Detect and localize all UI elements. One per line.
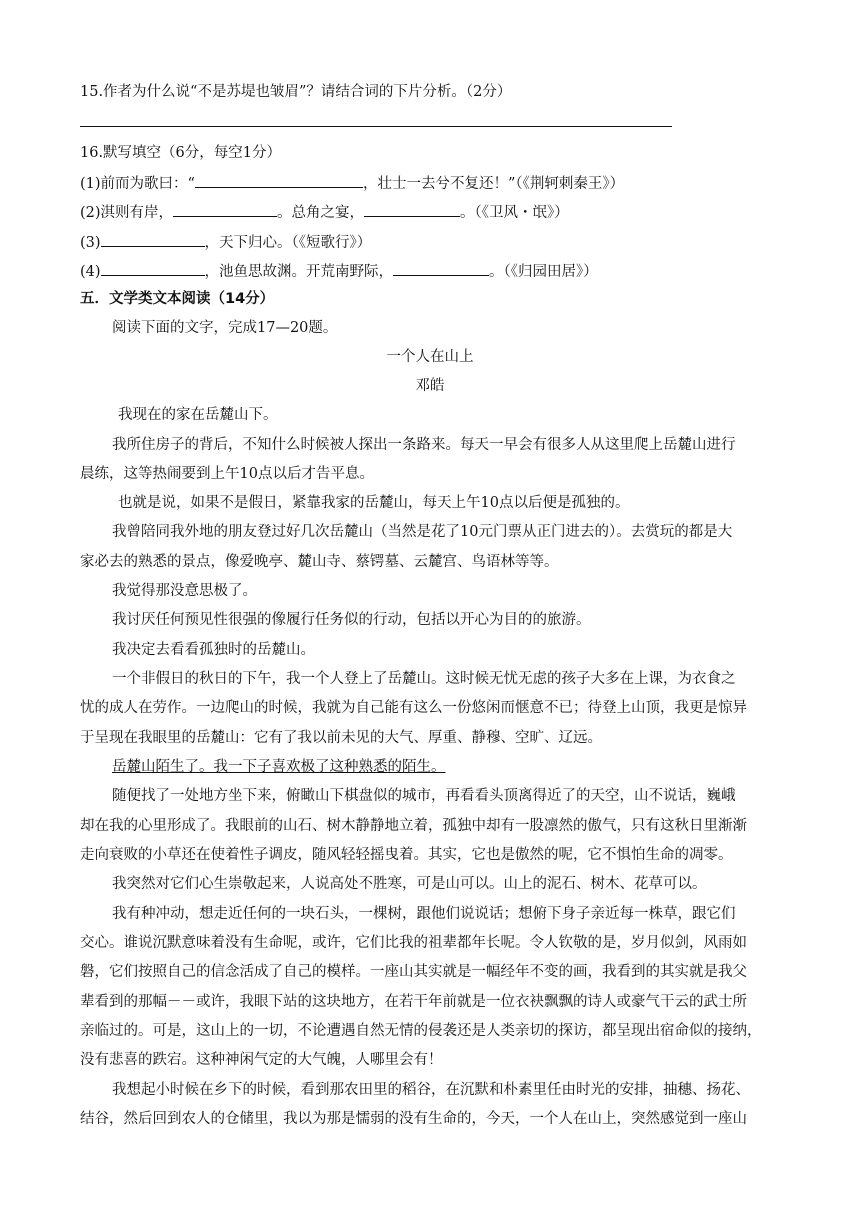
- paragraph-10-line-1: 随便找了一处地方坐下来，俯瞰山下棋盘似的城市，再看看头顶离得近了的天空，山不说话，巍峨: [112, 788, 736, 804]
- fill-blank[interactable]: [101, 260, 205, 276]
- question-16-item-3: [80, 231, 780, 253]
- item-3-text-a: (3): [80, 235, 101, 251]
- fill-blank[interactable]: [195, 172, 363, 188]
- paragraph-12-line-6: 没有悲喜的跌宕。这种神闲气定的大气魄，人哪里会有！: [80, 1052, 443, 1068]
- item-3-text-b: ，天下归心。（《短歌行》）: [204, 235, 372, 251]
- question-15: 15.作者为什么说“不是苏堤也皱眉”？请结合词的下片分析。（2分）: [80, 84, 512, 100]
- paragraph-8-line-3: 于呈现在我眼里的岳麓山：它有了我以前未见的大气、厚重、静穆、空旷、辽远。: [80, 730, 602, 746]
- item-1-text-b: ，壮士一去兮不复还！”（《荆轲刺秦王》）: [362, 176, 625, 192]
- question-16-item-1: [80, 172, 780, 194]
- paragraph-2-line-1: 我所住房子的背后，不知什么时候被人探出一条路来。每天一早会有很多人从这里爬上岳麓山进行: [112, 437, 736, 453]
- item-1-text-a: (1)前而为歌曰：“: [80, 176, 195, 192]
- paragraph-11: 我突然对它们心生崇敬起来，人说高处不胜寒，可是山可以。山上的泥石、树木、花草可以。: [112, 876, 707, 892]
- paragraph-5: 我觉得那没意思极了。: [112, 583, 257, 599]
- paragraph-6: 我讨厌任何预见性很强的像履行任务似的行动，包括以开心为目的的旅游。: [112, 612, 591, 628]
- item-2-text-b: 。总角之宴，: [277, 205, 365, 221]
- item-4-text-a: (4): [80, 264, 101, 280]
- question-16-title: 16.默写填空（6分，每空1分）: [80, 145, 282, 161]
- fill-blank[interactable]: [393, 260, 489, 276]
- paragraph-12-line-4: 辈看到的那幅－－或许，我眼下站的这块地方，在若干年前就是一位衣袂飘飘的诗人或豪气干云的武士所: [80, 994, 747, 1010]
- paragraph-10-line-3: 走向衰败的小草还在使着性子调皮，随风轻轻摇曳着。其实，它也是傲然的呢，它不惧怕生命的凋零。: [80, 847, 733, 863]
- fill-blank[interactable]: [101, 231, 205, 247]
- paragraph-12-line-5: 亲临过的。可是，这山上的一切，不论遭遇自然无情的侵袭还是人类亲切的探访，都呈现出宿命似的接纳，: [80, 1023, 762, 1039]
- paragraph-4-line-2: 家必去的熟悉的景点，像爱晚亭、麓山寺、蔡锷墓、云麓宫、鸟语林等等。: [80, 554, 559, 570]
- fill-blank[interactable]: [173, 201, 277, 217]
- paragraph-4-line-1: 我曾陪同我外地的朋友登过好几次岳麓山（当然是花了10元门票从正门进去的）。去赏玩的都是大: [112, 524, 733, 540]
- question-16-item-2: [80, 201, 780, 223]
- fill-blank[interactable]: [364, 201, 460, 217]
- section-5-heading: 五．文学类文本阅读（14分）: [80, 291, 275, 307]
- paragraph-2-line-2: 晨练，这等热闹要到上午10点以后才告平息。: [80, 466, 374, 482]
- paragraph-12-line-2: 交心。谁说沉默意味着没有生命呢，或许，它们比我的祖辈都年长呢。令人钦敬的是，岁月似剑，风雨如: [80, 935, 747, 951]
- paragraph-10-line-2: 却在我的心里形成了。我眼前的山石、树木静静地立着，孤独中却有一股凛然的傲气，只有这秋日里渐渐: [80, 818, 747, 834]
- item-4-text-b: ，池鱼思故渊。开荒南野际，: [204, 264, 394, 280]
- reading-instruction: 阅读下面的文字，完成17—20题。: [112, 320, 338, 336]
- paragraph-12-line-3: 磐，它们按照自己的信念活成了自己的模样。一座山其实就是一幅经年不变的画，我看到的其实就是我父: [80, 964, 747, 980]
- paragraph-7: 我决定去看看孤独时的岳麓山。: [112, 642, 315, 658]
- item-2-text-a: (2)淇则有岸，: [80, 205, 174, 221]
- item-4-text-c: 。（《归园田居》）: [489, 264, 598, 280]
- question-16-item-4: [80, 260, 780, 282]
- paragraph-1: 我现在的家在岳麓山下。: [118, 407, 278, 423]
- item-2-text-c: 。（《卫风・氓》）: [460, 205, 569, 221]
- article-author: 邓皓: [415, 378, 445, 394]
- paragraph-8-line-2: 忧的成人在劳作。一边爬山的时候，我就为自己能有这么一份悠闲而惬意不已；待登上山顶，我更是惊异: [80, 700, 747, 716]
- paragraph-3: 也就是说，如果不是假日，紧靠我家的岳麓山，每天上午10点以后便是孤独的。: [118, 495, 630, 511]
- underlined-sentence: 岳麓山陌生了。我一下子喜欢极了这种熟悉的陌生。: [112, 759, 446, 775]
- paragraph-13-line-2: 结谷，然后回到农人的仓储里，我以为那是懦弱的没有生命的，今天，一个人在山上，突然感觉到一座山: [80, 1111, 747, 1127]
- paragraph-12-line-1: 我有种冲动，想走近任何的一块石头，一棵树，跟他们说说话；想俯下身子亲近每一株草，跟它们: [112, 906, 736, 922]
- paragraph-8-line-1: 一个非假日的秋日的下午，我一个人登上了岳麓山。这时候无忧无虑的孩子大多在上课，为衣食之: [112, 671, 736, 687]
- article-title: 一个人在山上: [386, 349, 474, 365]
- paragraph-13-line-1: 我想起小时候在乡下的时候，看到那农田里的稻谷，在沉默和朴素里任由时光的安排，抽穗、扬花、: [112, 1082, 750, 1098]
- answer-line[interactable]: [80, 126, 672, 127]
